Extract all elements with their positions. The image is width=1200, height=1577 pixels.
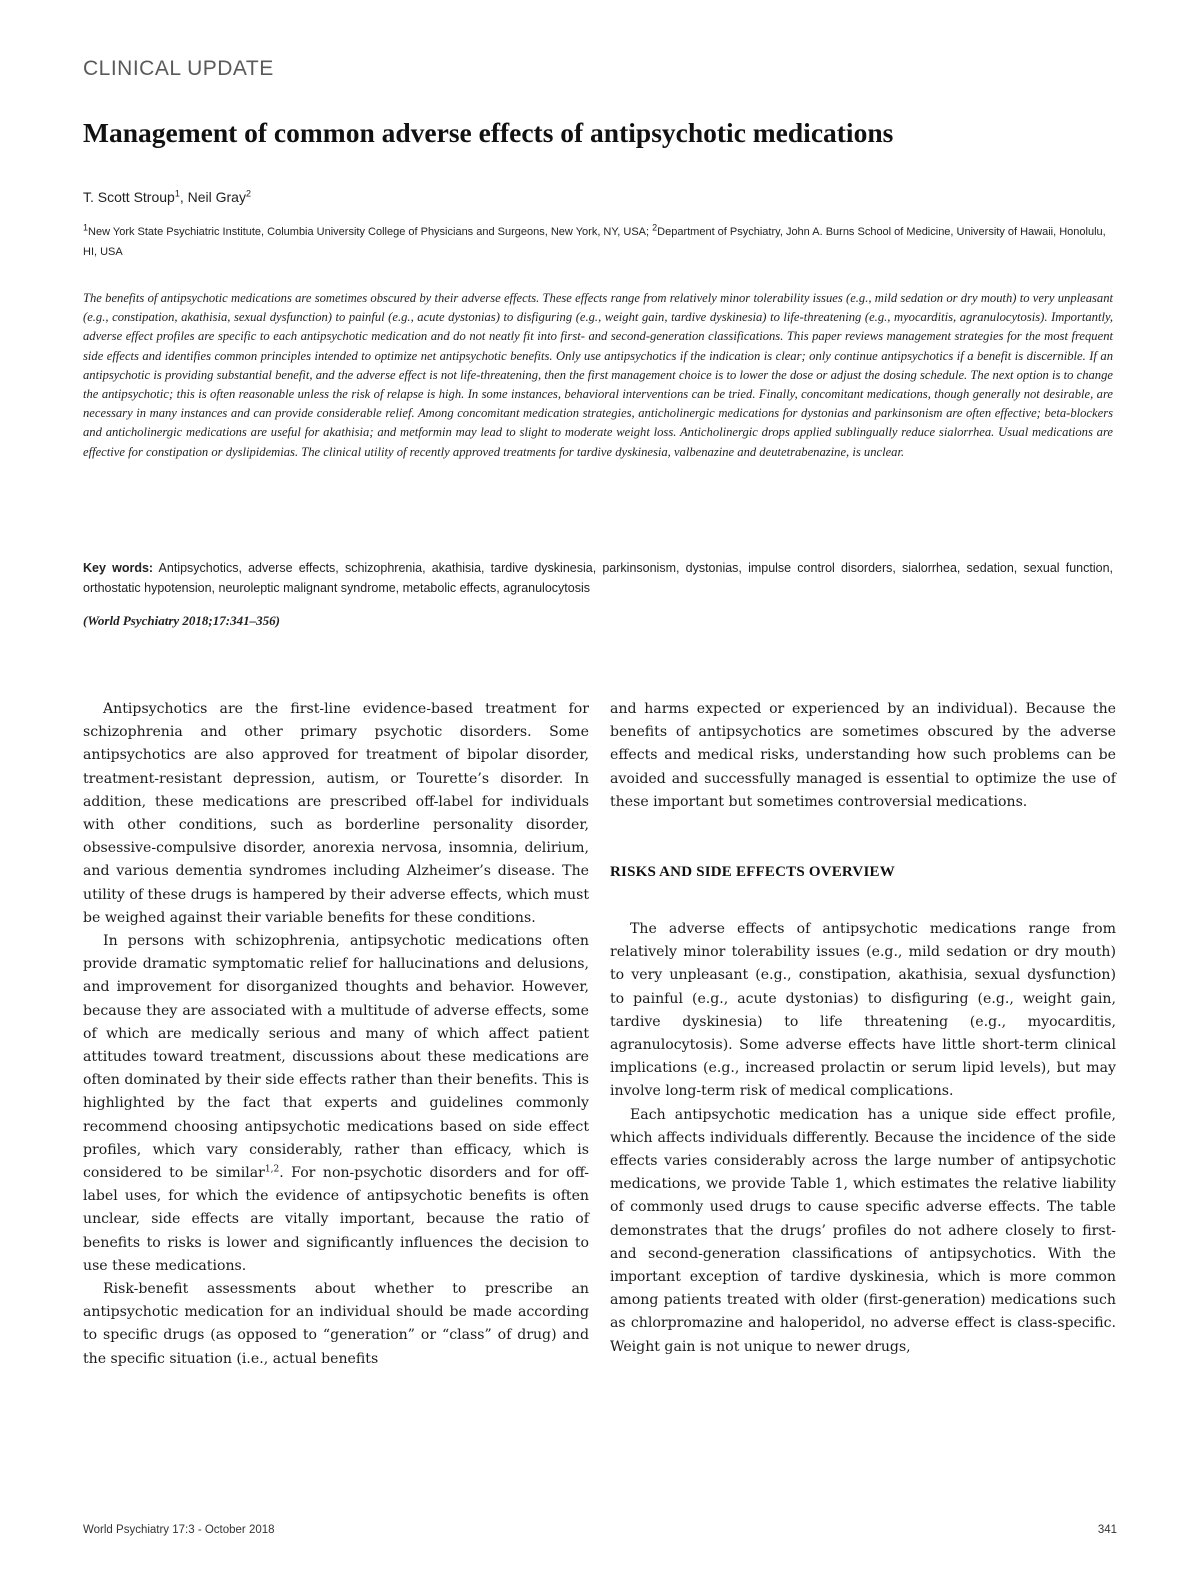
body-paragraph: Antipsychotics are the first-line evidence-based treatment for schizophrenia and other primary psychotic disorders. Some antipsychotics are also approved for treatment of bipolar disorder, treatment-resistant depression, autism, or Tourette’s disorder. In addition, these medications are prescribed off-label for individuals with other conditions, such as borderline personality disorder, obsessive-compulsive disorder, anorexia nervosa, insomnia, delirium, and various dementia syndromes including Alzheimer’s disease. The utility of these drugs is hampered by their adverse effects, which must be weighed against their variable benefits for these conditions. — [83, 701, 589, 926]
affiliation-mark: 2 — [652, 222, 658, 233]
author-separator: , — [179, 189, 188, 205]
body-paragraph: and harms expected or experienced by an individual). Because the benefits of antipsychotics are sometimes obscured by the adverse effects and medical risks, understanding how such problems can be avoided and successfully managed is essential to optimize the use of these important but sometimes controversial medications. — [610, 701, 1116, 810]
journal-citation: (World Psychiatry 2018;17:341–356) — [83, 613, 280, 628]
footer-journal: World Psychiatry 17:3 - October 2018 — [83, 1524, 275, 1536]
abstract: The benefits of antipsychotic medications are sometimes obscured by their adverse effects. These effects range from relatively minor tolerability issues (e.g., mild sedation or dry mouth) to very unpleasant (e.g., constipation, akathisia, sexual dysfunction) to painful (e.g., acute dystonias) to disfiguring (e.g., weight gain, tardive dyskinesia) to life-threatening (e.g., myocarditis, agranulocytosis). Importantly, adverse effect profiles are specific to each antipsychotic medication and do not neatly fit into first- and second-generation classifications. This paper reviews management strategies for the most frequent side effects and identifies common principles intended to optimize net antipsychotic benefits. Only use antipsychotics if the indication is clear; only continue antipsychotics if a benefit is discernible. If an antipsychotic is providing substantial benefit, and the adverse effect is not life-threatening, then the first management choice is to lower the dose or adjust the dosing schedule. The next option is to change the antipsychotic; this is often reasonable unless the risk of relapse is high. In some instances, behavioral interventions can be tried. Finally, concomitant medications, though generally not desirable, are necessary in many instances and can provide considerable relief. Among concomitant medication strategies, anticholinergic medications for dystonias and parkinsonism are often effective; beta-blockers and anticholinergic medications are useful for akathisia; and metformin may lead to slight to moderate weight loss. Anticholinergic drops applied sublingually reduce sialorrhea. Usual medications are effective for constipation or dyslipidemias. The clinical utility of recently approved treatments for tardive dyskinesia, valbenazine and deutetrabenazine, is unclear. — [83, 291, 1113, 459]
body-paragraph — [83, 930, 589, 1278]
section-heading: RISKS AND SIDE EFFECTS OVERVIEW — [610, 864, 895, 881]
author-line — [83, 189, 251, 205]
body-paragraph: Risk-benefit assessments about whether to prescribe an antipsychotic medication for an individual should be made according to specific drugs (as opposed to “generation” or “class” of drug) and the specific situation (i.e., actual benefits — [83, 1281, 589, 1367]
author-affiliation-mark: 1 — [174, 188, 180, 199]
body-column-left — [83, 698, 589, 1371]
affiliation-text: Department of Psychiatry, John A. Burns School of Medicine, University of Hawaii, Honolulu, HI, USA — [83, 226, 1106, 258]
keywords — [83, 558, 1113, 598]
keywords-label: Key words: — [83, 561, 154, 575]
keywords-text: Antipsychotics, adverse effects, schizophrenia, akathisia, tardive dyskinesia, parkinsonism, dystonias, impulse control disorders, sialorrhea, sedation, sexual function, orthostatic hypotension, neuroleptic malignant syndrome, metabolic effects, agranulocytosis — [83, 561, 1113, 595]
affiliations — [83, 222, 1118, 262]
paragraph-text: In persons with schizophrenia, antipsychotic medications often provide dramatic symptomatic relief for hallucinations and delusions, and improvement for disorganized thoughts and behavior. However, because they are associated with a multitude of adverse effects, some of which are medically serious and many of which affect patient attitudes toward treatment, discussions about these medications are often dominated by their side effects rather than their benefits. This is highlighted by the fact that experts and guidelines commonly recommend choosing antipsychotic medications based on side effect profiles, which vary considerably, rather than efficacy, which is considered to be similar — [83, 933, 589, 1182]
affiliation-text: New York State Psychiatric Institute, Columbia University College of Physicians and Surgeons, New York, NY, USA; — [88, 226, 653, 238]
paragraph-text: . For non-psychotic disorders and for off-label uses, for which the evidence of antipsychotic benefits is often unclear, side effects are vitally important, because the ratio of benefits to risks is lower and significantly influences the decision to use these medications. — [83, 1165, 589, 1274]
body-paragraph: The adverse effects of antipsychotic medications range from relatively minor tolerability issues (e.g., mild sedation or dry mouth) to very unpleasant (e.g., constipation, akathisia, sexual dysfunction) to painful (e.g., acute dystonias) to disfiguring (e.g., weight gain, tardive dyskinesia) to life threatening (e.g., myocarditis, agranulocytosis). Some adverse effects have little short-term clinical implications (e.g., increased prolactin or serum lipid levels), but may involve long-term risk of medical complications. — [610, 921, 1116, 1100]
reference-mark: 1,2 — [264, 1164, 280, 1175]
body-column-right — [610, 698, 1116, 1359]
author-affiliation-mark: 2 — [245, 188, 251, 199]
affiliation-mark: 1 — [83, 222, 89, 233]
body-paragraph: Each antipsychotic medication has a unique side effect profile, which affects individuals differently. Because the incidence of the side effects varies considerably across the large number of antipsychotic medications, we provide Table 1, which estimates the relative liability of commonly used drugs to cause specific adverse effects. The table demonstrates that the drugs’ profiles do not adhere closely to first- and second-generation classifications of antipsychotics. With the important exception of tardive dyskinesia, which is more common among patients treated with older (first-generation) medications such as chlorpromazine and haloperidol, no adverse effect is class-specific. Weight gain is not unique to newer drugs, — [610, 1106, 1116, 1355]
author-name: T. Scott Stroup — [83, 189, 175, 205]
page-number: 341 — [1097, 1524, 1117, 1536]
section-label: CLINICAL UPDATE — [83, 57, 274, 80]
author-name: Neil Gray — [187, 189, 246, 205]
article-title: Management of common adverse effects of antipsychotic medications — [83, 117, 894, 148]
